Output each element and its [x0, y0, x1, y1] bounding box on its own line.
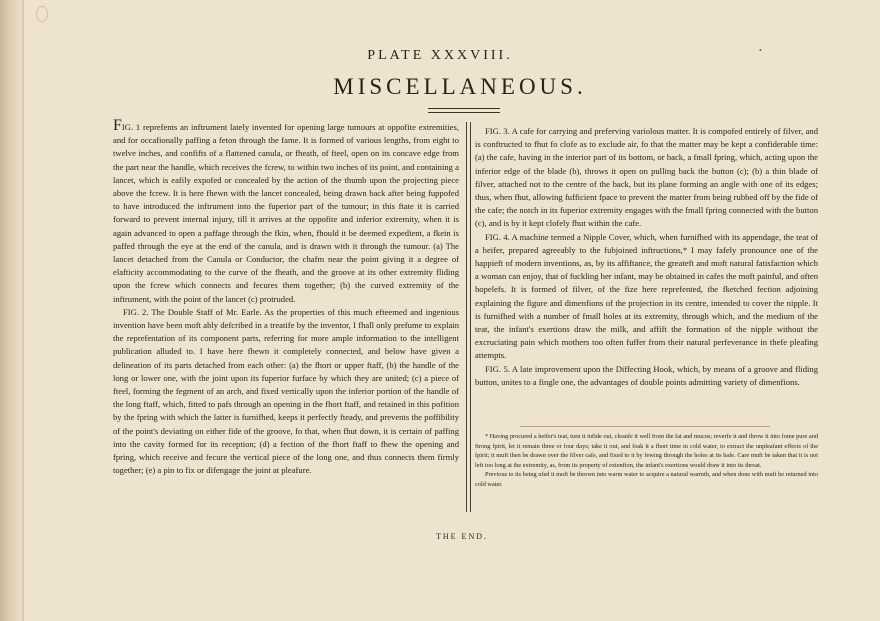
- fig3-paragraph: FIG. 3. A cafe for carrying and preferving variolous matter. It is compofed entirely of filver, and is conftructed to fhut fo clofe as to exclude air, fo that the matter may be kept a confiderable time: (a) the cafe, having in the interior part of its bottom, or back, a fmall fpring, which, acting upon the inferior edge of the blade (b), throws it open on pulling back the button (c); (b) a thin blade of filver, attached not to the centre of the back, but its plane forming an angle with one of its edges; thus, when fhut, allowing fufficient fpace to prevent the matter from being rubbed off by the fide of the cafe; the notch in its fuperior extremity engages with the fmall fpring connected with the button (c), and is by it kept clofely fhut within the cafe.: [475, 126, 818, 229]
- footnote-2: Previous to its being ufed it muft be thrown into warm water to acquire a natural warmth, and when done with muft be returned into cold water.: [475, 471, 818, 488]
- fig1-paragraph: [113, 117, 459, 306]
- column-divider: [466, 122, 471, 512]
- the-end-label: THE END.: [436, 532, 488, 541]
- fig1-text: IG. 1 reprefents an inftrument lately invented for opening large tumours at oppofite extremities, and for occafionally paffing a feton through the fame. It is formed of various lengths, from eight to twelve inches, and confifts of a flattened canula, or fheath, of fteel, open on its concave edge from the part near the handle, which receives the fcrew, to within two inches of its point, and containing a lancet, which is eafily expofed or concealed by the action of the thumb upon the projecting piece above the fcrew. It is here fhewn with the lancet concealed, being drawn back after being fuppofed to have introduced the inftrument into the fuperior part of the tumour; in this ftate it is carried forward to prevent internal injury, till it arrives at the oppofite and inferior extremity, when it is again advanced to open a paffage through the fkin, when, fhould it be deemed expedient, a fkein is paffed through the eye at the end of the canula, and is drawn with it through the tumour. (a) The lancet detached from the Canula or Conductor, the chafm near the point giving it a degree of elafticity accommodating to the curve of the fheath, and the groove at its other extremity fliding upon the fcrew which connects and fecures them together; (b) the curved extremity of the inftrument, with the point of the lancet (c) protruded.: [113, 122, 459, 304]
- fig2-paragraph: FIG. 2. The Double Staff of Mr. Earle. As the properties of this much efteemed and ingenious invention have been moft ably defcribed in a treatife by the inventor, I fhall only prefume to explain the reprefentation of its component parts, referring for more ample information to the intelligent publication alluded to. I have here fhewn it completely connected, and below have given a delineation of its parts detached from each other: (a) the fhort or upper ftaff, (b) the handle of the long or lower one, with the joint upon its fuperior furface by which they are united; (c) a piece of fteel, forming the fegment of an arch, and fixed vertically upon the inferior portion of the handle of the long ftaff, which, fitted to pafs through an opening in the fhort ftaff, and retained in this pofition by the fpring with which the latter is furnifhed, keeps it perfectly fteady, and prevents the poffibility of the point's deviating on either fide of the groove, fo that, when fhut down, it is certain of paffing into the cavity formed for its reception; (d) a fection of the fhort ftaff to fhew the opening and fpring, which receive and fecure the vertical piece of the long one, and thus connects them firmly together; (e) a pin to fix or difengage the joint at pleafure.: [113, 306, 459, 476]
- title-double-rule: [428, 108, 500, 113]
- plate-number: PLATE XXXVIII.: [367, 48, 513, 63]
- fig5-paragraph: FIG. 5. A late improvement upon the Diffecting Hook, which, by means of a groove and fliding button, unites to a fingle one, the advantages of double points admitting variety of dimenfions.: [475, 363, 818, 387]
- page-title: MISCELLANEOUS.: [333, 74, 587, 99]
- page-corner-mark: [36, 6, 48, 22]
- footnote-1: * Having procured a heifer's teat, turn it infide out, cleanfe it well from the fat and mucus; reverfe it and throw it into fome pure and ftrong fpirit, let it remain three or four days; take it out, and foak it a fhort time in cold water, to extract the unpleafant effects of the fpirit; it muft then be drawn over the filver cafe, and fixed to it by fewing through the holes at its bafe. Care muft be taken that it is not left too long at the extremity, as, from its property of extenfion, the infant's exertions would draw it into its throat.: [475, 433, 818, 469]
- footnote-rule: [520, 426, 770, 427]
- drop-cap: F: [113, 117, 122, 134]
- left-column: [113, 117, 459, 477]
- right-column: [475, 125, 818, 389]
- margin-mark: •: [759, 46, 762, 55]
- footnotes: [475, 432, 818, 490]
- fig4-paragraph: FIG. 4. A machine termed a Nipple Cover, which, when furnifhed with its appendage, the teat of a heifer, prepared agreeably to the fubjoined inftructions,* I may fafely pronounce one of the happieft of modern inventions, as, by its affiftance, the greateft and moft natural fatisfaction which a woman can enjoy, that of fuckling her infant, may be obtained in cafes the moft painful, and often hopelefs. It is formed of filver, of the fize here reprefented, the fketched fection adjoining explaining the figure and dimenfions of the projection in its centre, intended to cover the nipple. It is furnifhed with a number of fmall holes at its extremity, through which, and the medium of the teat, the infant's exertions draw the milk, and affift the formation of the nipple without the excruciating pain which mothers too often fuffer from their natural perfeverance in thefe pleafing attempts.: [475, 231, 818, 361]
